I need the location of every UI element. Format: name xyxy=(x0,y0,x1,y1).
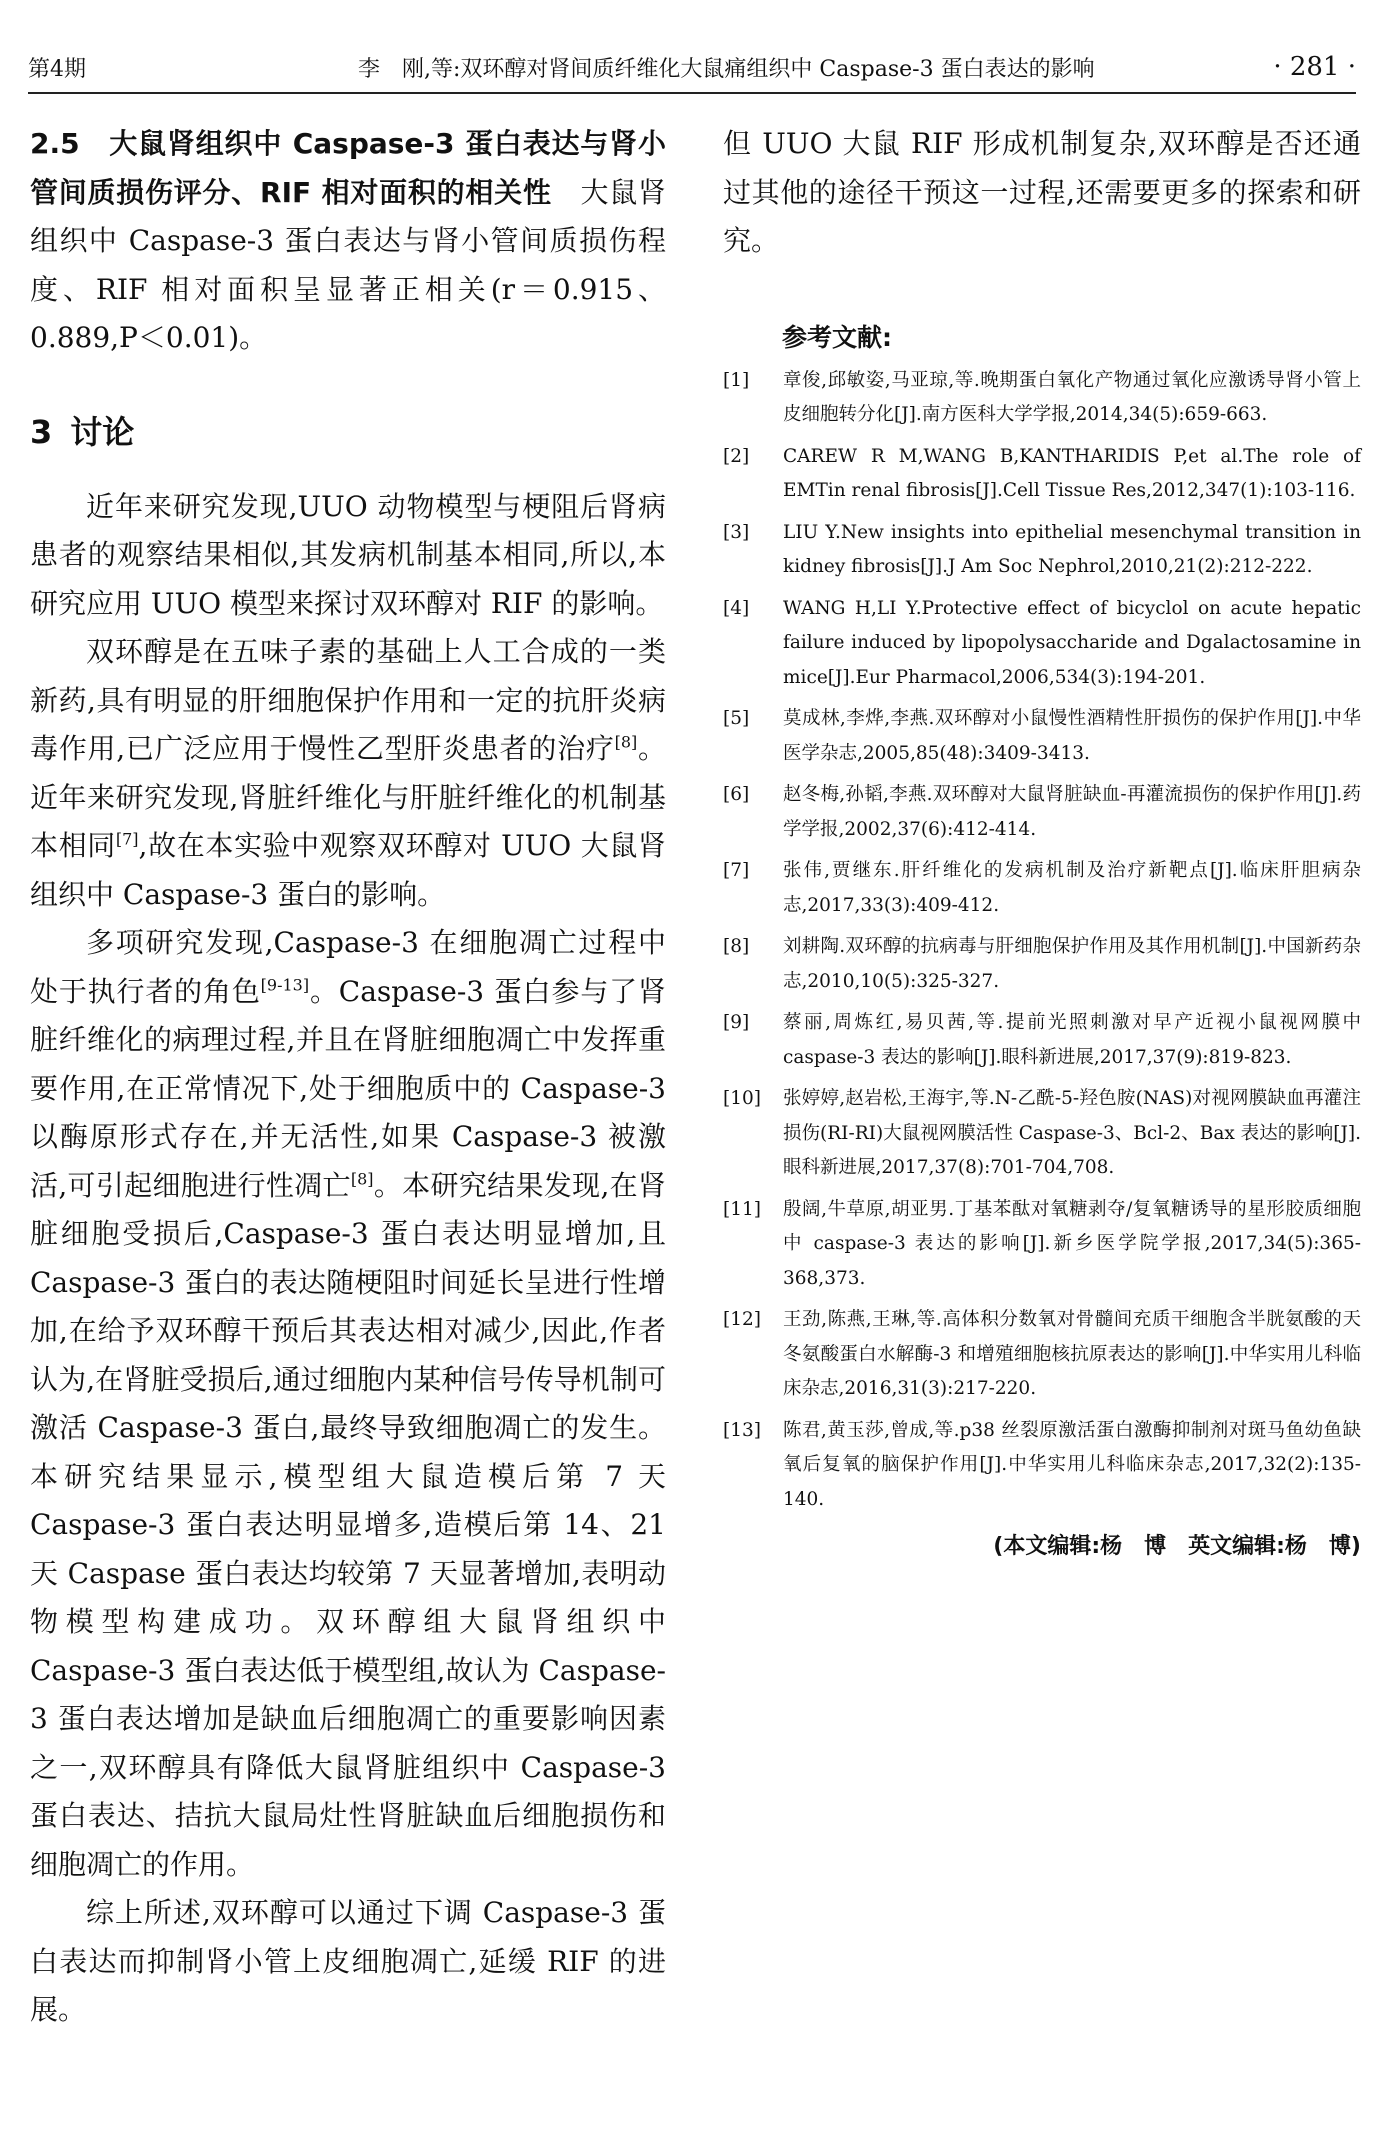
p2-text-a: 双环醇是在五味子素的基础上人工合成的一类新药,具有明显的肝细胞保护作用和一定的抗肝炎病毒作用,已广泛应用于慢性乙型肝炎患者的治疗 xyxy=(30,635,666,765)
p2-text-c: ,故在本实验中观察双环醇对 UUO 大鼠肾组织中 Caspase-3 蛋白的影响。 xyxy=(30,829,666,911)
left-column xyxy=(30,120,666,2035)
reference-number: [3] xyxy=(723,521,750,543)
header-rule xyxy=(28,92,1356,94)
discussion-paragraph-2 xyxy=(30,628,666,919)
reference-number: [8] xyxy=(723,936,750,957)
citation: [8] xyxy=(350,1169,374,1189)
section-3-heading xyxy=(30,407,666,453)
reference-item xyxy=(723,364,1361,433)
reference-item xyxy=(723,592,1361,696)
reference-text: 莫成林,李烨,李燕.双环醇对小鼠慢性酒精性肝损伤的保护作用[J].中华医学杂志,2005,85(48):3409-3413. xyxy=(783,708,1361,764)
reference-text: 赵冬梅,孙韬,李燕.双环醇对大鼠肾脏缺血-再灌流损伤的保护作用[J].药学学报,2002,37(6):412-414. xyxy=(783,784,1361,840)
reference-number: [7] xyxy=(723,860,750,881)
section-2-5-body: 大鼠肾组织中 Caspase-3 蛋白表达与肾小管间质损伤程度、RIF 相对面积呈显著正相关(r＝0.915、0.889,P＜0.01)。 xyxy=(30,175,666,354)
discussion-paragraph-1: 近年来研究发现,UUO 动物模型与梗阻后肾病患者的观察结果相似,其发病机制基本相同,所以,本研究应用 UUO 模型来探讨双环醇对 RIF 的影响。 xyxy=(30,489,666,620)
right-column xyxy=(723,120,1361,1560)
references-heading: 参考文献: xyxy=(782,322,892,352)
reference-list xyxy=(723,364,1361,1518)
reference-text: 殷阔,牛草原,胡亚男.丁基苯酞对氧糖剥夺/复氧糖诱导的星形胶质细胞中 caspase-3 表达的影响[J].新乡医学院学报,2017,34(5):365-368,373. xyxy=(783,1198,1361,1289)
section-2-5-title: 2.5 大鼠肾组织中 Caspase-3 蛋白表达与肾小管间质损伤评分、RIF 相对面积的相关性 xyxy=(30,127,666,209)
section-3-title: 讨论 xyxy=(70,412,135,451)
discussion-paragraph-4: 综上所述,双环醇可以通过下调 Caspase-3 蛋白表达而抑制肾小管上皮细胞凋亡,延缓 RIF 的进展。 xyxy=(30,1896,666,2026)
reference-item xyxy=(723,1006,1361,1075)
reference-text: 王劲,陈燕,王琳,等.高体积分数氧对骨髓间充质干细胞含半胱氨酸的天冬氨酸蛋白水解酶-3 和增殖细胞核抗原表达的影响[J].中华实用儿科临床杂志,2016,31(3):217-220. xyxy=(783,1309,1361,1399)
discussion-paragraph-3 xyxy=(30,919,666,1889)
reference-text: 张伟,贾继东.肝纤维化的发病机制及治疗新靶点[J].临床肝胆病杂志,2017,33(3):409-412. xyxy=(783,860,1361,916)
reference-text: WANG H,LI Y.Protective effect of bicyclol on acute hepatic failure induced by lipopolysaccharide and Dgalactosamine in mice[J].Eur Pharmacol,2006,534(3):194-201. xyxy=(783,597,1361,688)
reference-item xyxy=(723,778,1361,847)
citation: [7] xyxy=(115,829,139,849)
section-3-number: 3 xyxy=(30,412,53,451)
reference-number: [12] xyxy=(723,1309,761,1330)
reference-item xyxy=(723,1193,1361,1297)
reference-item xyxy=(723,930,1361,999)
reference-item xyxy=(723,440,1361,509)
reference-number: [1] xyxy=(723,369,750,391)
running-title: 李 刚,等:双环醇对肾间质纤维化大鼠痛组织中 Caspase-3 蛋白表达的影响 xyxy=(358,57,1095,82)
editors-note: (本文编辑:杨 博 英文编辑:杨 博) xyxy=(993,1534,1361,1559)
reference-number: [2] xyxy=(723,445,750,467)
page-number: · 281 · xyxy=(1273,52,1356,82)
reference-text: 章俊,邱敏姿,马亚琼,等.晚期蛋白氧化产物通过氧化应激诱导肾小管上皮细胞转分化[J].南方医科大学学报,2014,34(5):659-663. xyxy=(783,369,1361,425)
section-2-5 xyxy=(30,120,666,363)
p3-text-b: 。Caspase-3 蛋白参与了肾脏纤维化的病理过程,并且在肾脏细胞凋亡中发挥重要作用,在正常情况下,处于细胞质中的 Caspase-3 以酶原形式存在,并无活性,如果 Caspase-3 被激活,可引起细胞进行性凋亡 xyxy=(30,974,666,1202)
reference-text: 陈君,黄玉莎,曾成,等.p38 丝裂原激活蛋白激酶抑制剂对斑马鱼幼鱼缺氧后复氧的脑保护作用[J].中华实用儿科临床杂志,2017,32(2):135-140. xyxy=(783,1419,1361,1510)
citation: [8] xyxy=(614,732,638,752)
reference-item xyxy=(723,702,1361,771)
p3-text-a: 多项研究发现,Caspase-3 在细胞凋亡过程中处于执行者的角色 xyxy=(30,926,666,1008)
reference-item xyxy=(723,854,1361,923)
p3-text-c: 。本研究结果发现,在肾脏细胞受损后,Caspase-3 蛋白表达明显增加,且 Caspase-3 蛋白的表达随梗阻时间延长呈进行性增加,在给予双环醇干预后其表达相对减少,因此,作者认为,在肾脏受损后,通过细胞内某种信号传导机制可激活 Caspase-3 蛋白,最终导致细胞凋亡的发生。本研究结果显示,模型组大鼠造模后第 7 天 Caspase-3 蛋白表达明显增多,造模后第 14、21 天 Caspase 蛋白表达均较第 7 天显著增加,表明动物模型构建成功。双环醇组大鼠肾组织中 Caspase-3 蛋白表达低于模型组,故认为 Caspase-3 蛋白表达增加是缺血后细胞凋亡的重要影响因素之一,双环醇具有降低大鼠肾脏组织中 Caspase-3 蛋白表达、拮抗大鼠局灶性肾脏缺血后细胞损伤和细胞凋亡的作用。 xyxy=(30,1168,666,1881)
reference-text: 蔡丽,周炼红,易贝茜,等.提前光照刺激对早产近视小鼠视网膜中 caspase-3 表达的影响[J].眼科新进展,2017,37(9):819-823. xyxy=(783,1012,1361,1068)
reference-text: CAREW R M,WANG B,KANTHARIDIS P,et al.The role of EMTin renal fibrosis[J].Cell Tissue Res,2012,347(1):103-116. xyxy=(783,445,1361,501)
citation: [9-13] xyxy=(260,975,310,995)
reference-item xyxy=(723,1303,1361,1407)
reference-number: [5] xyxy=(723,708,750,729)
reference-item xyxy=(723,1082,1361,1186)
p2-text-b: 。近年来研究发现,肾脏纤维化与肝脏纤维化的机制基本相同 xyxy=(30,732,666,862)
reference-item xyxy=(723,516,1361,585)
reference-text: 张婷婷,赵岩松,王海宇,等.N-乙酰-5-羟色胺(NAS)对视网膜缺血再灌注损伤(RI-RI)大鼠视网膜活性 Caspase-3、Bcl-2、Bax 表达的影响[J].眼科新进展,2017,37(8):701-704,708. xyxy=(783,1088,1361,1178)
reference-text: 刘耕陶.双环醇的抗病毒与肝细胞保护作用及其作用机制[J].中国新药杂志,2010,10(5):325-327. xyxy=(783,936,1361,992)
reference-number: [11] xyxy=(723,1198,761,1220)
reference-number: [13] xyxy=(723,1419,761,1441)
reference-number: [9] xyxy=(723,1012,750,1033)
reference-number: [10] xyxy=(723,1088,761,1109)
reference-number: [4] xyxy=(723,597,750,619)
reference-number: [6] xyxy=(723,784,750,805)
page-header xyxy=(28,52,1356,92)
issue-label: 第4期 xyxy=(28,57,86,82)
reference-item xyxy=(723,1414,1361,1518)
reference-text: LIU Y.New insights into epithelial mesenchymal transition in kidney fibrosis[J].J Am Soc Nephrol,2010,21(2):212-222. xyxy=(783,521,1361,577)
continued-paragraph: 但 UUO 大鼠 RIF 形成机制复杂,双环醇是否还通过其他的途径干预这一过程,还需要更多的探索和研究。 xyxy=(723,127,1361,257)
